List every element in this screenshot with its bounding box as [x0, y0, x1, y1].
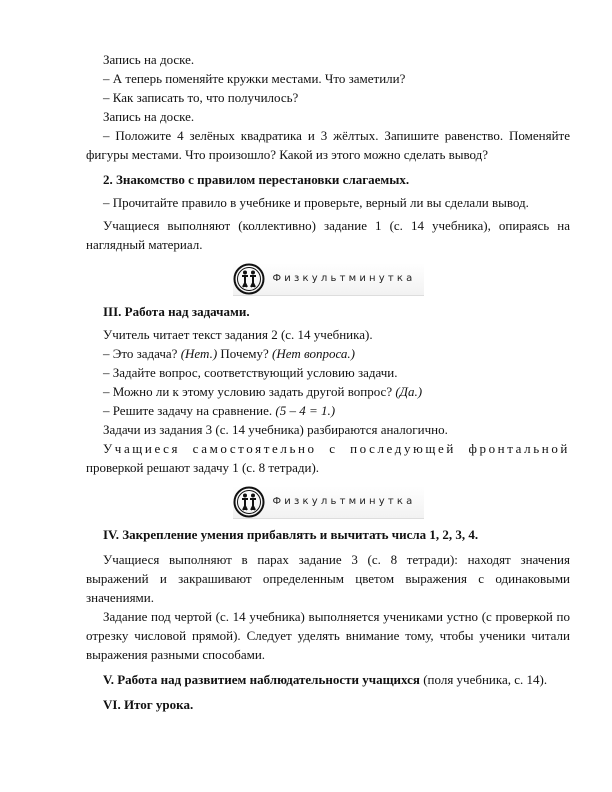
exercise-break-banner [86, 262, 570, 296]
answer-text: (5 – 4 = 1.) [275, 403, 336, 418]
text-line [86, 401, 570, 420]
text-line: Учитель читает текст задания 2 (с. 14 учебника). [103, 327, 373, 342]
text-run: проверкой решают задачу 1 (с. 8 тетради). [86, 460, 320, 475]
text-paragraph: Учащиеся выполняют в парах задание 3 (с. 8 тетради): находят значения выражений и закрашивают определенным цветом выражения с одинаковыми значениями. [86, 552, 570, 605]
answer-text: (Нет вопроса.) [272, 346, 355, 361]
text-line [86, 382, 570, 401]
text-paragraph: – Положите 4 зелёных квадратика и 3 жёлтых. Запишите равенство. Поменяйте фигуры местами. Что произошло? Какой из этого можно сделать вывод? [86, 128, 570, 162]
section-heading: VI. Итог урока. [103, 697, 194, 712]
text-line: – А теперь поменяйте кружки местами. Что заметили? [103, 71, 406, 86]
text-line: Запись на доске. [103, 52, 195, 67]
text-run: Почему? [217, 346, 273, 361]
answer-text: (Да.) [395, 384, 423, 399]
answer-text: (Нет.) [180, 346, 218, 361]
text-line [86, 344, 570, 363]
text-paragraph: – Прочитайте правило в учебнике и проверьте, верный ли вы сделали вывод. [103, 195, 529, 210]
text-run: Учащиеся самостоятельно с последующей фронтальной [103, 441, 570, 456]
exercise-break-banner [86, 485, 570, 519]
section-heading: 2. Знакомство с правилом перестановки слагаемых. [103, 172, 410, 187]
text-run: – Можно ли к этому условию задать другой вопрос? [103, 384, 396, 399]
text-paragraph [86, 439, 570, 477]
section-heading: IV. Закрепление умения прибавлять и вычитать числа 1, 2, 3, 4. [103, 527, 479, 542]
banner-label: Физкультминутка [272, 273, 416, 284]
banner-label: Физкультминутка [272, 496, 416, 507]
document-page [86, 50, 570, 714]
section-heading: III. Работа над задачами. [103, 304, 250, 319]
text-line: – Задайте вопрос, соответствующий условию задачи. [103, 365, 398, 380]
text-line: – Как записать то, что получилось? [103, 90, 299, 105]
two-people-icon [233, 263, 265, 295]
text-run: (поля учебника, с. 14). [419, 672, 548, 687]
section-heading [86, 670, 570, 689]
text-run: – Решите задачу на сравнение. [103, 403, 276, 418]
two-people-icon [233, 486, 265, 518]
text-paragraph: Задание под чертой (с. 14 учебника) выполняется учениками устно (с проверкой по отрезку числовой прямой). Следует уделять внимание тому, чтобы ученики читали выражения разными способами. [86, 609, 570, 662]
heading-text: V. Работа над развитием наблюдательности учащихся [103, 672, 420, 687]
text-run: – Это задача? [103, 346, 181, 361]
text-line: Запись на доске. [103, 109, 195, 124]
text-line: Задачи из задания 3 (с. 14 учебника) разбираются аналогично. [103, 422, 448, 437]
text-paragraph: Учащиеся выполняют (коллективно) задание 1 (с. 14 учебника), опираясь на наглядный материал. [86, 218, 570, 252]
